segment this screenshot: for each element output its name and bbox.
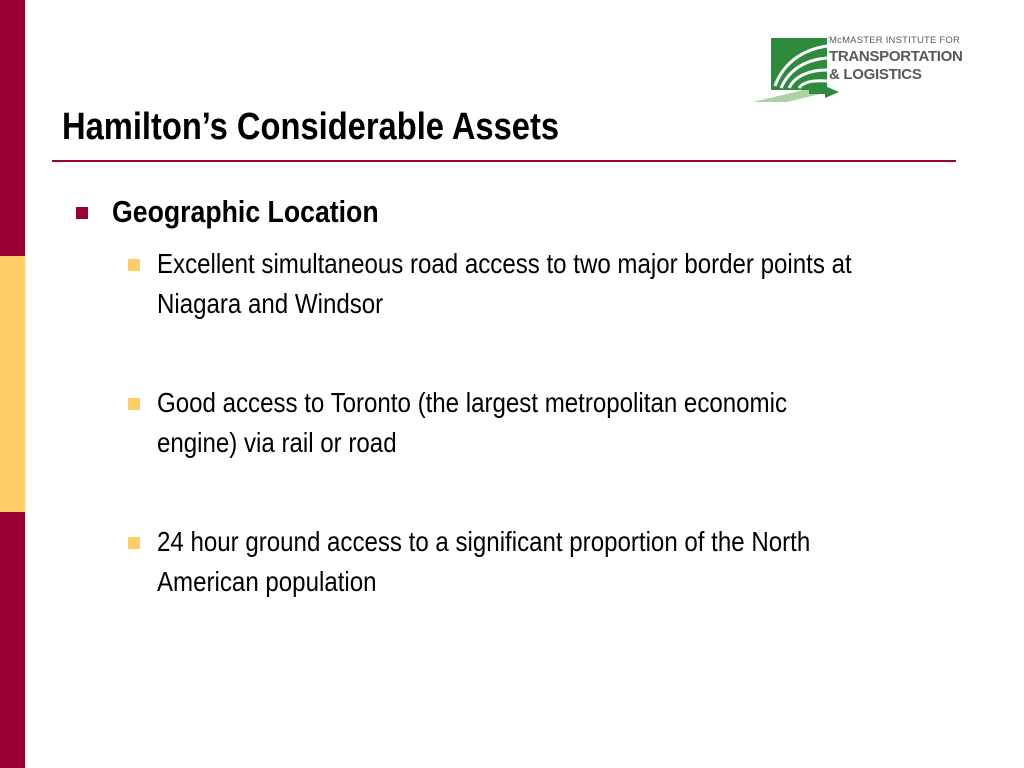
bullet-icon: [128, 537, 140, 549]
heading-bullet-icon: [76, 207, 88, 219]
slide-title: Hamilton’s Considerable Assets: [62, 106, 559, 148]
logo-line-2: TRANSPORTATION: [829, 47, 963, 65]
bullet-text: [157, 522, 983, 602]
bullet-text-line: 24 hour ground access to a significant proportion of the North: [157, 526, 811, 557]
bullet-text-line: American population: [157, 566, 377, 597]
bullet-text-line: engine) via rail or road: [157, 427, 397, 458]
logo-line-3: & LOGISTICS: [829, 65, 922, 83]
bullet-text: [157, 383, 983, 463]
bullet-icon: [128, 259, 140, 271]
bullet-text-line: Niagara and Windsor: [157, 288, 384, 319]
heading-item: [76, 192, 422, 232]
bullet-item-3: [128, 522, 1024, 602]
bullet-text-line: Good access to Toronto (the largest metropolitan economic: [157, 387, 787, 418]
bullet-text-line: Excellent simultaneous road access to two major border points at: [157, 248, 852, 279]
bullet-item-2: [128, 383, 1024, 463]
logo-line-1: McMASTER INSTITUTE FOR: [829, 35, 961, 46]
bullet-icon: [128, 398, 140, 410]
heading-text: Geographic Location: [112, 194, 379, 229]
bullet-text: [157, 244, 983, 324]
bullet-item-1: [128, 244, 1024, 324]
